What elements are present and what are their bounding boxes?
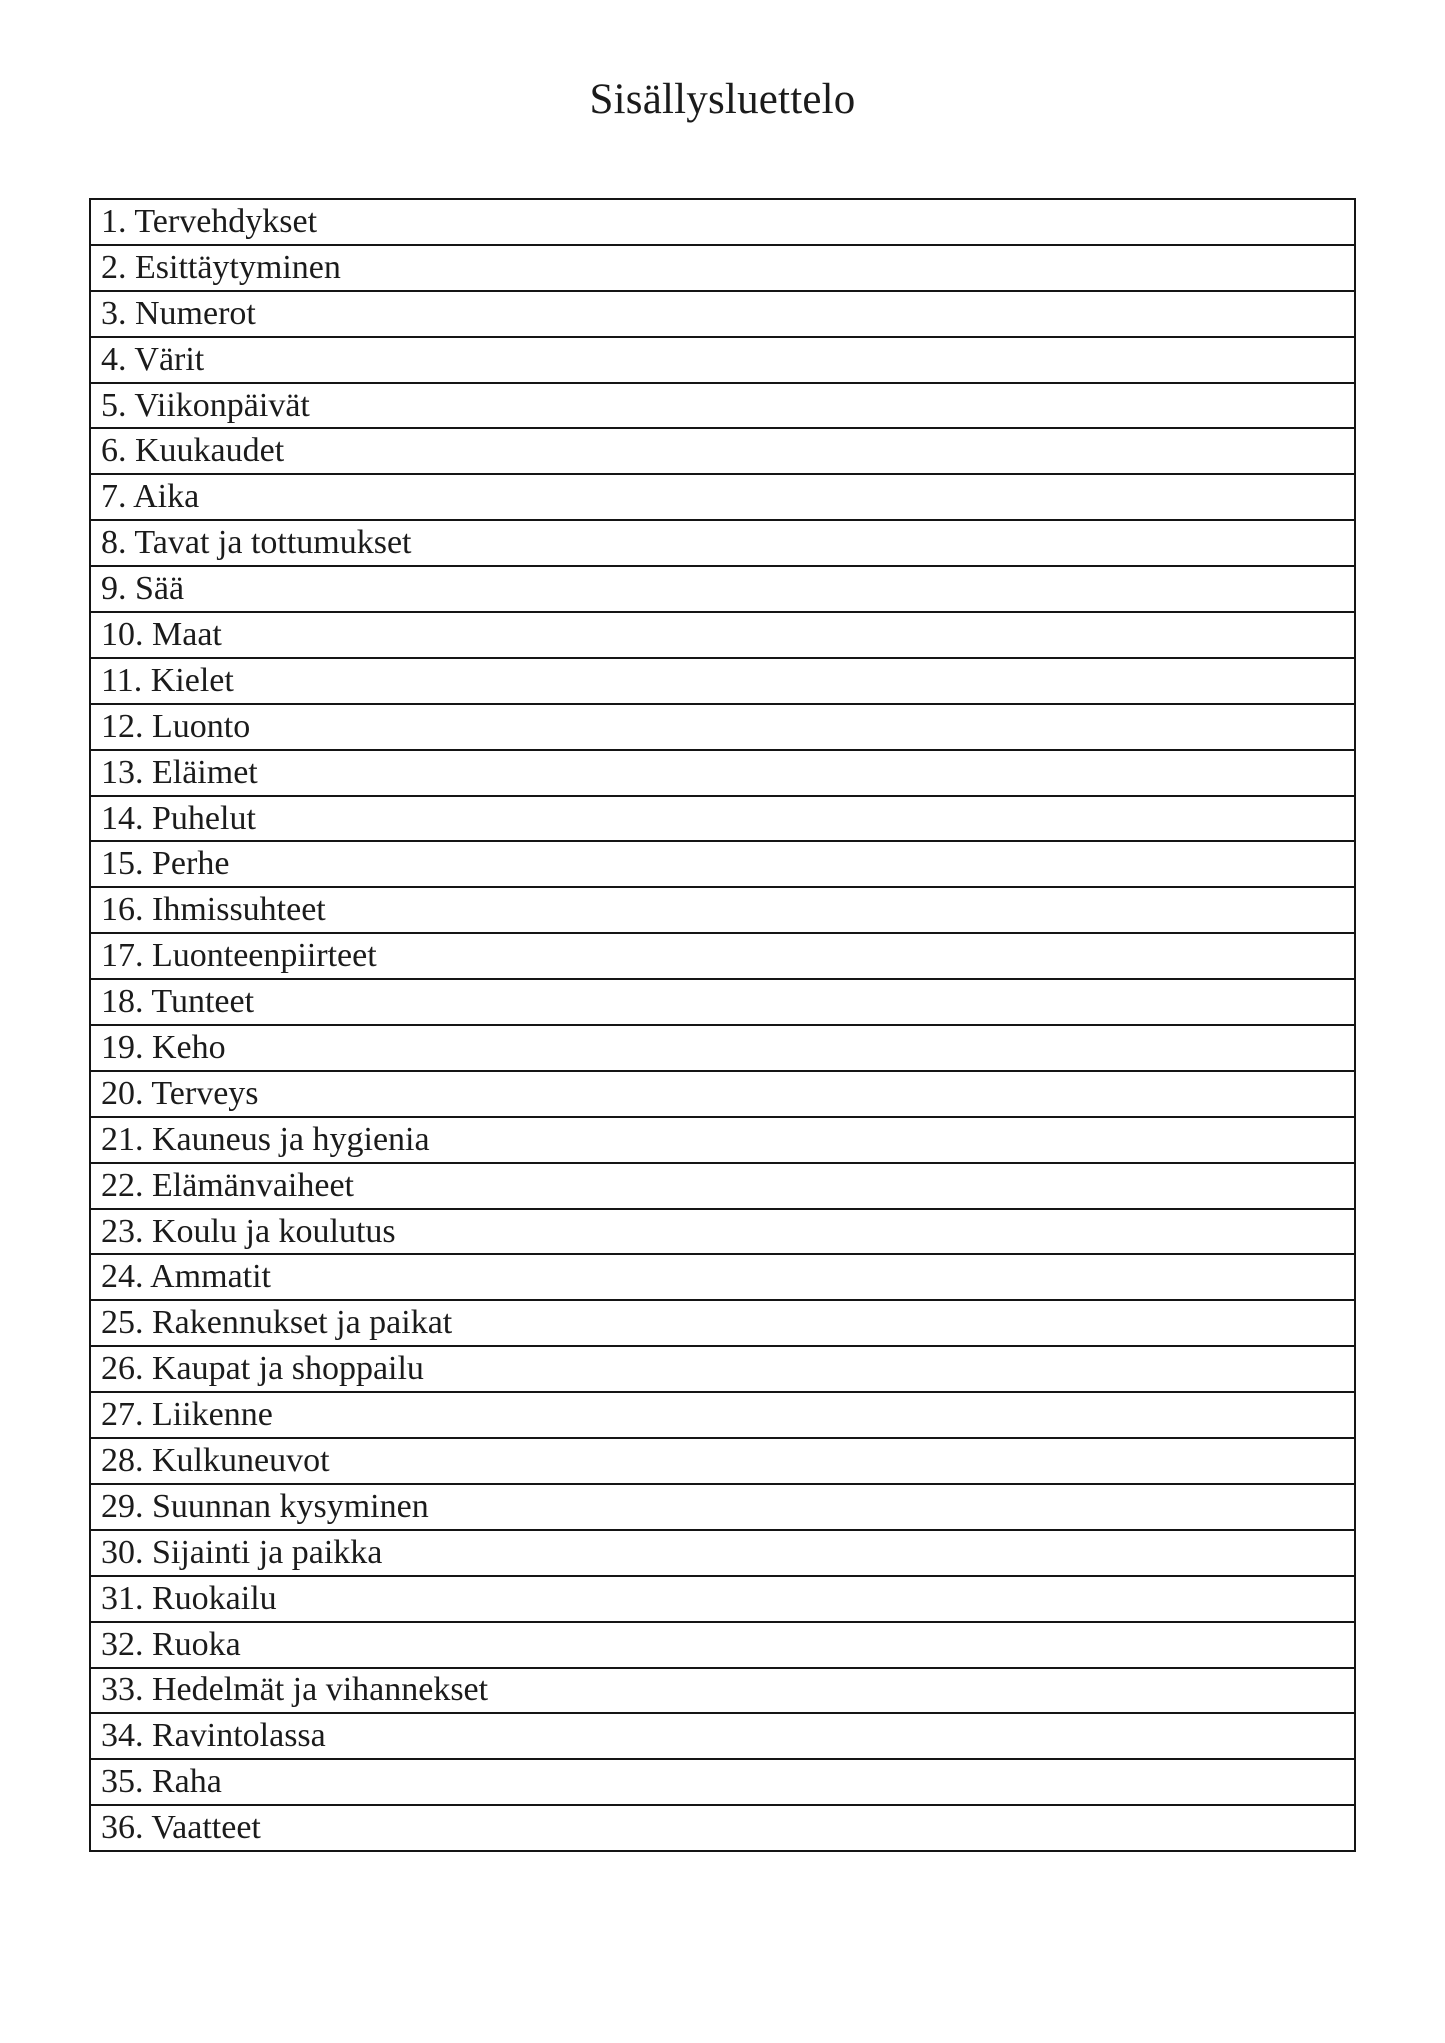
- toc-entry-text: 9. Sää: [101, 570, 185, 608]
- toc-row: [89, 886, 1356, 932]
- toc-row: [89, 336, 1356, 382]
- toc-entry-text: 1. Tervehdykset: [101, 202, 318, 240]
- toc-entry-text: 5. Viikonpäivät: [101, 386, 310, 424]
- toc-row: [89, 1712, 1356, 1758]
- toc-entry-text: 32. Ruoka: [101, 1625, 241, 1663]
- toc-entry-text: 17. Luonteenpiirteet: [101, 937, 377, 975]
- toc-entry-text: 15. Perhe: [101, 845, 230, 883]
- toc-row: [89, 198, 1356, 244]
- toc-row: [89, 1208, 1356, 1254]
- toc-entry-text: 11. Kielet: [101, 661, 234, 699]
- toc-row: [89, 382, 1356, 428]
- toc-row: [89, 427, 1356, 473]
- toc-entry-text: 14. Puhelut: [101, 799, 256, 837]
- toc-row: [89, 932, 1356, 978]
- toc-row: [89, 519, 1356, 565]
- toc-entry-text: 2. Esittäytyminen: [101, 248, 341, 286]
- toc-row: [89, 611, 1356, 657]
- toc-row: [89, 473, 1356, 519]
- toc-entry-text: 16. Ihmissuhteet: [101, 891, 326, 929]
- toc-entry-text: 7. Aika: [101, 478, 200, 516]
- toc-entry-text: 22. Elämänvaiheet: [101, 1166, 355, 1204]
- toc-row: [89, 1758, 1356, 1804]
- toc-entry-text: 18. Tunteet: [101, 983, 255, 1021]
- toc-entry-text: 13. Eläimet: [101, 753, 258, 791]
- toc-entry-text: 10. Maat: [101, 615, 222, 653]
- toc-row: [89, 1253, 1356, 1299]
- toc-row: [89, 1804, 1356, 1850]
- toc-entry-text: 28. Kulkuneuvot: [101, 1441, 330, 1479]
- toc-row: [89, 703, 1356, 749]
- toc-row: [89, 1162, 1356, 1208]
- toc-entry-text: 26. Kaupat ja shoppailu: [101, 1350, 424, 1388]
- toc-entry-text: 35. Raha: [101, 1763, 222, 1801]
- table-of-contents: [89, 198, 1356, 1852]
- toc-entry-text: 20. Terveys: [101, 1074, 259, 1112]
- toc-row: [89, 1437, 1356, 1483]
- toc-row: [89, 1529, 1356, 1575]
- toc-row: [89, 657, 1356, 703]
- toc-entry-text: 31. Ruokailu: [101, 1579, 277, 1617]
- page-title: Sisällysluettelo: [589, 76, 856, 123]
- toc-row: [89, 840, 1356, 886]
- toc-entry-text: 19. Keho: [101, 1028, 226, 1066]
- toc-row: [89, 1391, 1356, 1437]
- toc-entry-text: 33. Hedelmät ja vihannekset: [101, 1671, 489, 1709]
- toc-row: [89, 565, 1356, 611]
- toc-entry-text: 23. Koulu ja koulutus: [101, 1212, 396, 1250]
- toc-row: [89, 244, 1356, 290]
- toc-entry-text: 21. Kauneus ja hygienia: [101, 1120, 430, 1158]
- toc-entry-text: 36. Vaatteet: [101, 1809, 261, 1847]
- toc-entry-text: 8. Tavat ja tottumukset: [101, 524, 412, 562]
- toc-entry-text: 6. Kuukaudet: [101, 432, 285, 470]
- toc-row: [89, 1575, 1356, 1621]
- toc-row: [89, 1116, 1356, 1162]
- toc-entry-text: 4. Värit: [101, 340, 205, 378]
- toc-row: [89, 1345, 1356, 1391]
- toc-row: [89, 1483, 1356, 1529]
- toc-row: [89, 1070, 1356, 1116]
- toc-row: [89, 978, 1356, 1024]
- toc-entry-text: 12. Luonto: [101, 707, 251, 745]
- toc-row: [89, 795, 1356, 841]
- toc-row: [89, 1621, 1356, 1667]
- toc-entry-text: 24. Ammatit: [101, 1258, 271, 1296]
- toc-row: [89, 1024, 1356, 1070]
- toc-entry-text: 34. Ravintolassa: [101, 1717, 326, 1755]
- toc-entry-text: 25. Rakennukset ja paikat: [101, 1304, 453, 1342]
- toc-row: [89, 749, 1356, 795]
- toc-row: [89, 1299, 1356, 1345]
- toc-entry-text: 30. Sijainti ja paikka: [101, 1533, 383, 1571]
- toc-row: [89, 290, 1356, 336]
- toc-row: [89, 1667, 1356, 1713]
- toc-entry-text: 27. Liikenne: [101, 1396, 273, 1434]
- toc-entry-text: 29. Suunnan kysyminen: [101, 1487, 429, 1525]
- toc-entry-text: 3. Numerot: [101, 294, 256, 332]
